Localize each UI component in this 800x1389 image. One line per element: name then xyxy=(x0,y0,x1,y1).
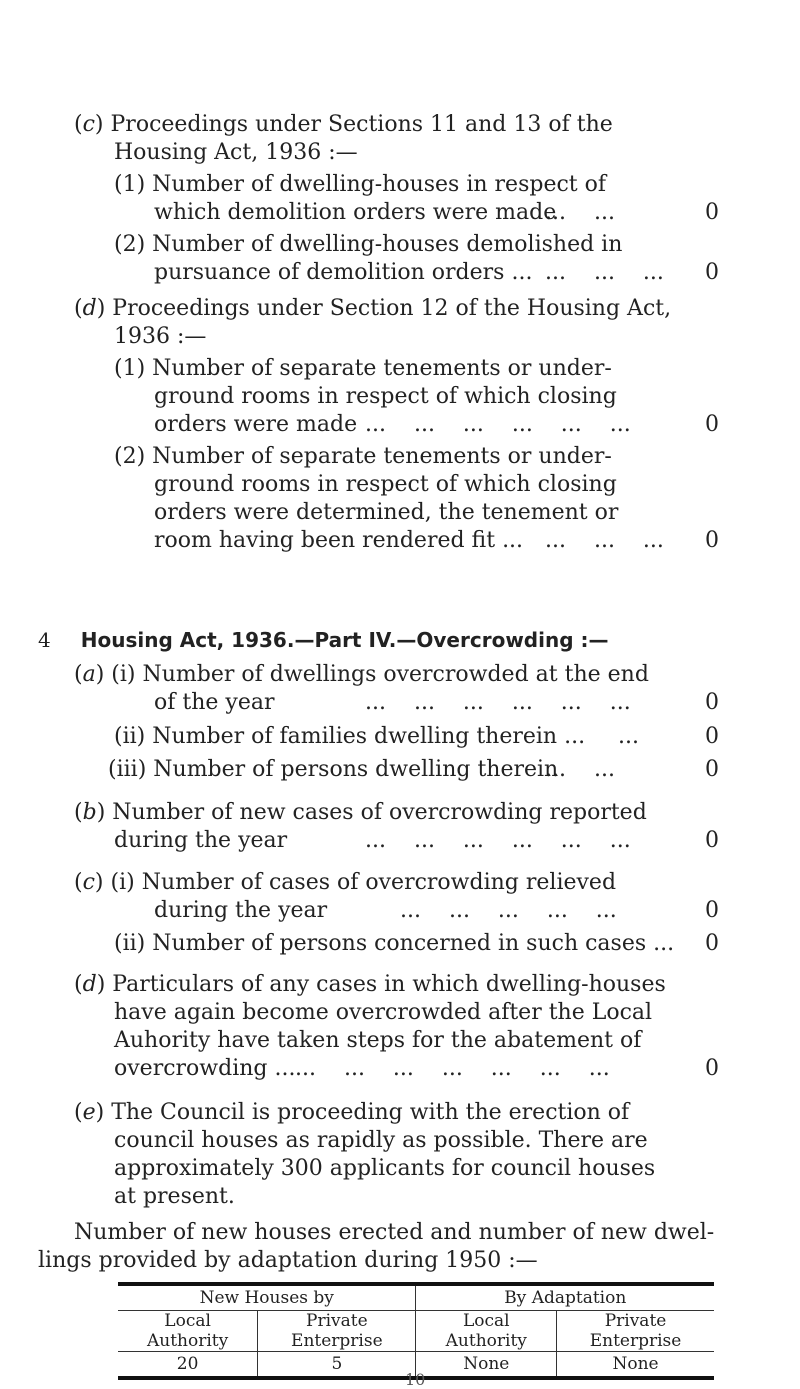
item-4d-line2: have again become overcrowded after the Local xyxy=(114,1000,653,1025)
item-4c-i-line1: (c) (i) Number of cases of overcrowding relieved xyxy=(74,870,617,895)
item-4c-i-line2: during the year xyxy=(154,898,328,923)
item-3d-1-value: 0 xyxy=(705,412,719,437)
item-4c-ii: (ii) Number of persons concerned in such cases ... xyxy=(114,931,675,956)
item-3d-2-line3: orders were determined, the tenement or xyxy=(154,500,619,525)
table-cell: 20 xyxy=(118,1352,258,1379)
item-4e-line2: council houses as rapidly as possible. There are xyxy=(114,1128,648,1153)
item-4e-line4: at present. xyxy=(114,1184,235,1209)
dot-leader: ... xyxy=(618,724,639,749)
item-4a-i-value: 0 xyxy=(705,690,719,715)
item-3d-1-line3: orders were made xyxy=(154,412,358,437)
table-header-cell: Private Enterprise xyxy=(258,1311,416,1352)
table-group-adaptation: By Adaptation xyxy=(416,1284,714,1311)
item-3d-1-line1: (1) Number of separate tenements or under- xyxy=(114,356,612,381)
item-3d-2-line1: (2) Number of separate tenements or under- xyxy=(114,444,612,469)
item-3d-1-line2: ground rooms in respect of which closing xyxy=(154,384,617,409)
item-4b-value: 0 xyxy=(705,828,719,853)
dot-leader: ... ... ... ... ... ... xyxy=(365,690,631,715)
item-3d-2-line4: room having been rendered fit ... xyxy=(154,528,524,553)
item-4a-iii-value: 0 xyxy=(705,757,719,782)
item-3d-title-line2: 1936 :— xyxy=(114,324,207,349)
intro-line1: Number of new houses erected and number of new dwel- xyxy=(74,1220,715,1245)
dot-leader: ... ... ... ... ... ... ... xyxy=(295,1056,610,1081)
item-3c-title-line1: (c) Proceedings under Sections 11 and 13 of the xyxy=(74,112,613,137)
item-3c-1-line2: which demolition orders were made xyxy=(154,200,557,225)
table-cell: None xyxy=(416,1352,557,1379)
item-3c-title-line2: Housing Act, 1936 :— xyxy=(114,140,358,165)
item-4a-ii: (ii) Number of families dwelling therein ... xyxy=(114,724,586,749)
item-3c-2-value: 0 xyxy=(705,260,719,285)
table-header-cell: Local Authority xyxy=(118,1311,258,1352)
item-3c-2-line2: pursuance of demolition orders ... xyxy=(154,260,533,285)
item-4c-i-value: 0 xyxy=(705,898,719,923)
dot-leader: ... ... xyxy=(545,200,615,225)
item-4b-line1: (b) Number of new cases of overcrowding reported xyxy=(74,800,647,825)
table-cell: None xyxy=(557,1352,714,1379)
section-4-heading: 4 Housing Act, 1936.—Part IV.—Overcrowding :— xyxy=(38,628,609,652)
table-group-new-houses: New Houses by xyxy=(118,1284,416,1311)
item-3d-2-line2: ground rooms in respect of which closing xyxy=(154,472,617,497)
item-4b-line2: during the year xyxy=(114,828,288,853)
item-4e-line1: (e) The Council is proceeding with the erection of xyxy=(74,1100,630,1125)
dot-leader: ... ... ... xyxy=(545,260,664,285)
item-3d-title-line1: (d) Proceedings under Section 12 of the Housing Act, xyxy=(74,296,672,321)
table-cell: 5 xyxy=(258,1352,416,1379)
table-header-cell: Local Authority xyxy=(416,1311,557,1352)
item-4a-ii-value: 0 xyxy=(705,724,719,749)
intro-line2: lings provided by adaptation during 1950 :— xyxy=(38,1248,538,1273)
item-4a-iii: (iii) Number of persons dwelling therein xyxy=(108,757,559,782)
item-4d-value: 0 xyxy=(705,1056,719,1081)
item-4a-i-line1: (a) (i) Number of dwellings overcrowded at the end xyxy=(74,662,649,687)
dot-leader: ... ... ... ... ... xyxy=(400,898,617,923)
houses-table xyxy=(118,1282,714,1380)
item-4c-ii-value: 0 xyxy=(705,931,719,956)
dot-leader: ... ... ... ... ... ... xyxy=(365,828,631,853)
dot-leader: ... ... xyxy=(545,757,615,782)
dot-leader: ... ... ... ... ... ... xyxy=(365,412,631,437)
item-3d-2-value: 0 xyxy=(705,528,719,553)
item-3c-1-value: 0 xyxy=(705,200,719,225)
item-3c-2-line1: (2) Number of dwelling-houses demolished in xyxy=(114,232,623,257)
table-header-cell: Private Enterprise xyxy=(557,1311,714,1352)
item-4e-line3: approximately 300 applicants for council houses xyxy=(114,1156,656,1181)
item-4d-line3: Auhority have taken steps for the abatement of xyxy=(114,1028,642,1053)
dot-leader: ... ... ... xyxy=(545,528,664,553)
item-3c-1-line1: (1) Number of dwelling-houses in respect of xyxy=(114,172,607,197)
page-number: 10 xyxy=(405,1370,426,1389)
item-4a-i-line2: of the year xyxy=(154,690,275,715)
item-4d-line1: (d) Particulars of any cases in which dwelling-houses xyxy=(74,972,666,997)
item-4d-line4: overcrowding ... xyxy=(114,1056,296,1081)
